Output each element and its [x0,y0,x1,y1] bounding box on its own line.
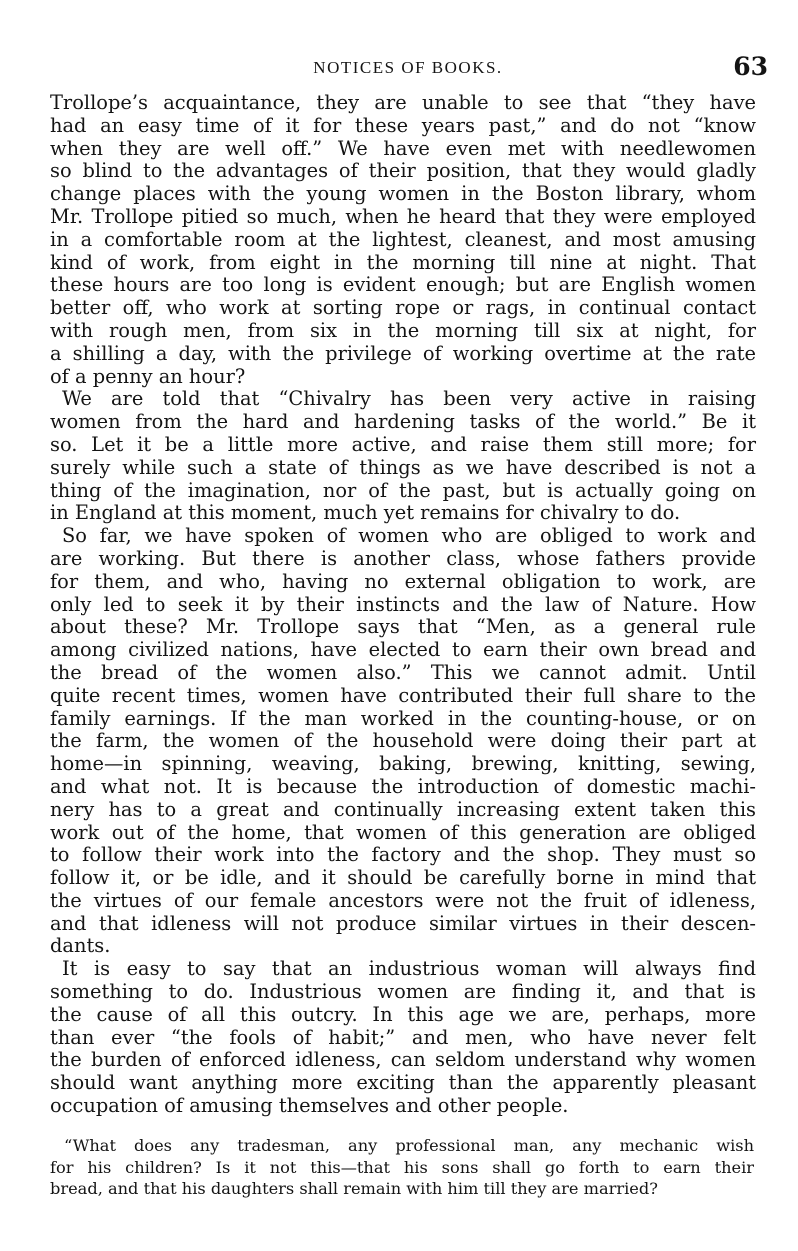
text-line: something to do. Industrious women are finding it, and that is [50,980,756,1004]
text-line: the bread of the women also.” This we cannot admit. Until [50,660,756,684]
text-line: thing of the imagination, nor of the past, but is actually going on [50,478,756,502]
text-line: kind of work, from eight in the morning till nine at night. That [50,250,756,274]
text-line: among civilized nations, have elected to earn their own bread and [50,638,756,662]
text-line: in a comfortable room at the lightest, cleanest, and most amusing [50,227,756,251]
text-line: work out of the home, that women of this generation are obliged [50,820,756,844]
text-line: and what not. It is because the introduction of domestic machi- [50,774,756,798]
text-line: follow it, or be idle, and it should be carefully borne in mind that [50,866,756,890]
text-line: when they are well off.” We have even met with needlewomen [50,136,756,160]
block-quote [50,1135,754,1200]
text-line: so. Let it be a little more active, and raise them still more; for [50,432,756,456]
text-line: with rough men, from six in the morning till six at night, for [50,318,756,342]
text-line: dants. [50,934,111,958]
text-line: had an easy time of it for these years past,” and do not “know [50,113,756,137]
text-line: home—in spinning, weaving, baking, brewing, knitting, sewing, [50,752,756,776]
text-line: than ever “the fools of habit;” and men, who have never felt [50,1025,756,1049]
text-line: so blind to the advantages of their position, that they would gladly [50,159,756,183]
text-line: only led to seek it by their instincts and the law of Nature. How [50,592,756,616]
text-line: quite recent times, women have contributed their full share to the [50,683,756,707]
text-line: a shilling a day, with the privilege of working overtime at the rate [50,341,756,365]
text-line: to follow their work into the factory and the shop. They must so [50,843,756,867]
text-line: should want anything more exciting than the apparently pleasant [50,1071,756,1095]
text-line: nery has to a great and continually increasing extent taken this [50,797,756,821]
text-line: Trollope’s acquaintance, they are unable to see that “they have [50,91,756,114]
text-line: in England at this moment, much yet remains for chivalry to do. [50,501,681,525]
text-line: occupation of amusing themselves and other people. [50,1094,569,1118]
text-line: We are told that “Chivalry has been very active in raising [62,387,756,411]
text-line: and that idleness will not produce similar virtues in their descen- [50,911,756,935]
text-line: So far, we have spoken of women who are obliged to work and [62,524,756,548]
text-line: women from the hard and hardening tasks of the world.” Be it [50,410,756,434]
text-line: better off, who work at sorting rope or rags, in continual contact [50,296,756,320]
text-line: for his children? Is it not this—that his sons shall go forth to earn their [50,1157,754,1177]
text-line: these hours are too long is evident enough; but are English women [50,273,756,297]
text-line: “What does any tradesman, any professional man, any mechanic wish [64,1136,754,1155]
text-line: the virtues of our female ancestors were not the fruit of idleness, [50,888,756,912]
running-head: NOTICES OF BOOKS. [313,58,503,77]
text-line: about these? Mr. Trollope says that “Men, as a general rule [50,615,756,639]
text-line: of a penny an hour? [50,364,246,388]
page-number: 63 [733,52,768,81]
text-line: It is easy to say that an industrious woman will always find [62,957,756,981]
page-header [52,52,768,86]
text-line: surely while such a state of things as we have described is not a [50,455,756,479]
text-line: the cause of all this outcry. In this age we are, perhaps, more [50,1002,756,1026]
text-line: for them, and who, having no external obligation to work, are [50,569,756,593]
text-line: the burden of enforced idleness, can seldom understand why women [50,1048,756,1072]
text-line: the farm, the women of the household were doing their part at [50,729,756,753]
text-line: are working. But there is another class, whose fathers provide [50,546,756,570]
text-line: bread, and that his daughters shall remain with him till they are married? [50,1179,658,1198]
text-line: change places with the young women in the Boston library, whom [50,182,756,206]
text-line: Mr. Trollope pitied so much, when he heard that they were employed [50,204,756,228]
text-line: family earnings. If the man worked in the counting-house, or on [50,706,756,730]
body-text [50,92,756,1118]
